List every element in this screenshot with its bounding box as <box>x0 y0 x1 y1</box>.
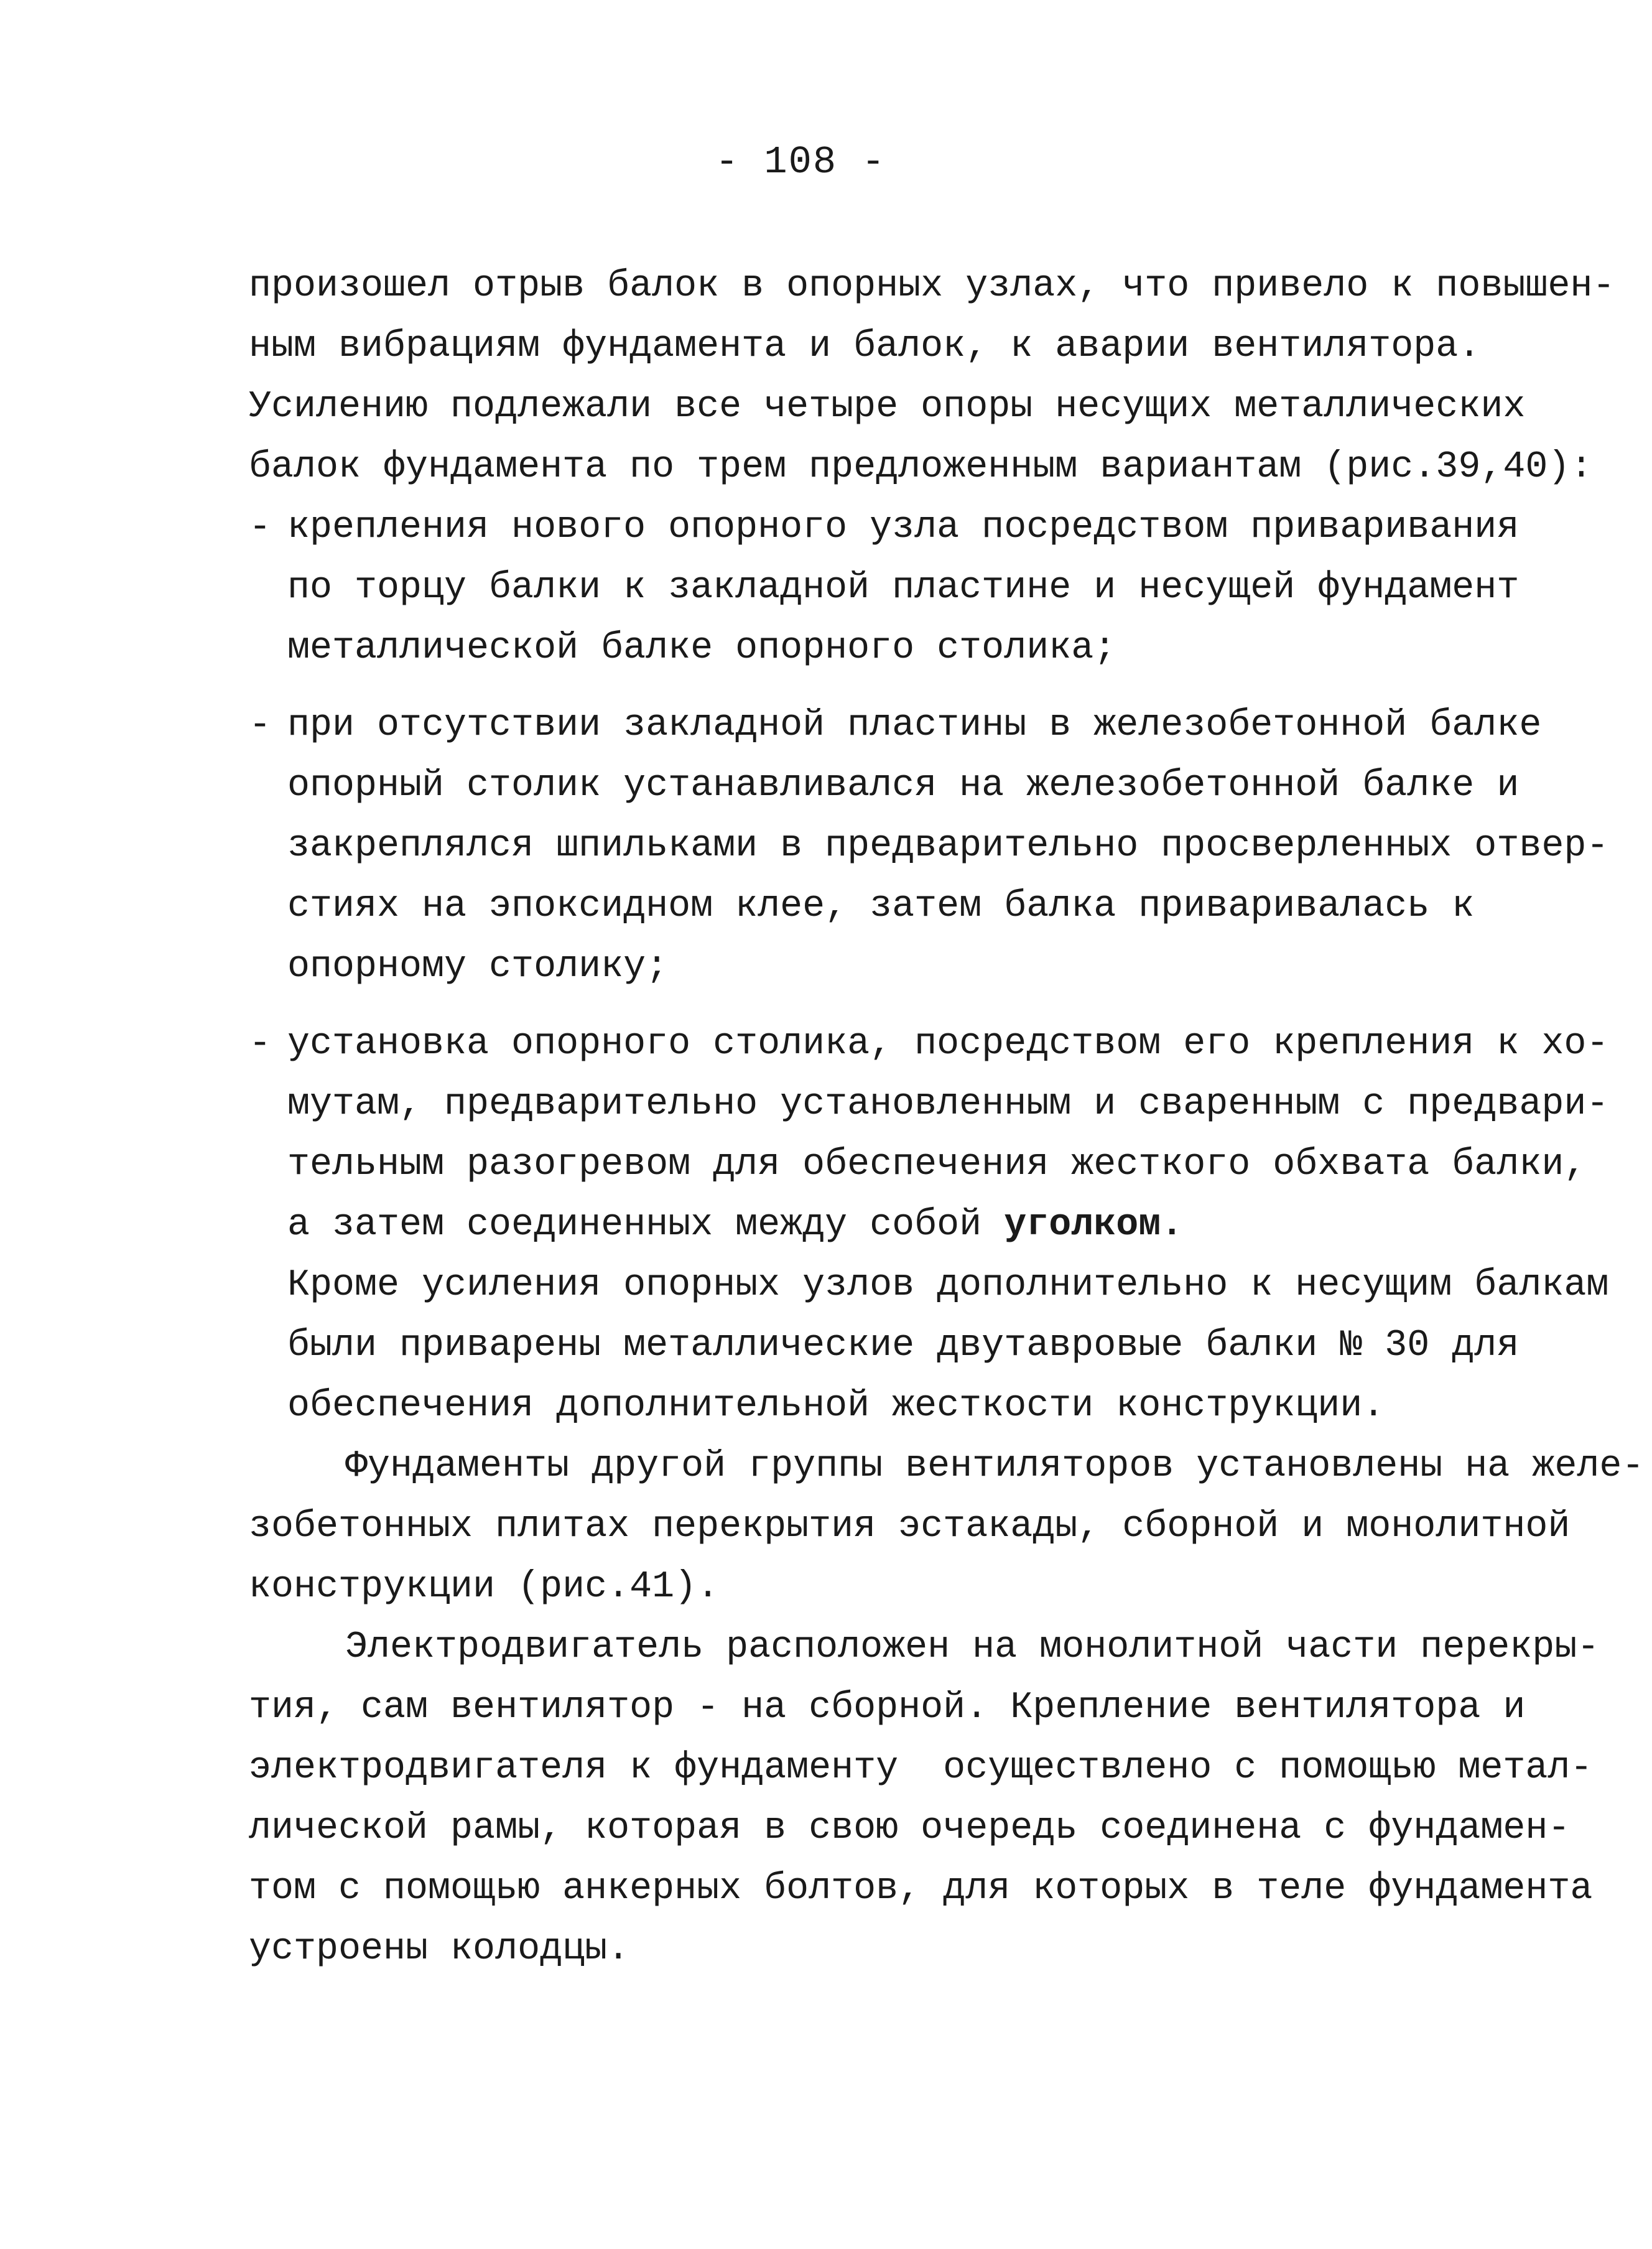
text-line: электродвигателя к фундаменту осуществлено с помощью метал- <box>249 1747 1593 1789</box>
list-item-text: обеспечения дополнительной жесткости конструкции. <box>287 1385 1385 1427</box>
text-line: балок фундамента по трем предложенным вариантам (рис.39,40): <box>249 446 1593 488</box>
text-line: лической рамы, которая в свою очередь соединена с фундамен- <box>249 1807 1571 1850</box>
list-item-text <box>287 1206 1183 1244</box>
text-line: Усилению подлежали все четыре опоры несущих металлических <box>249 386 1526 428</box>
list-item-text: опорный столик устанавливался на железобетонной балке и <box>287 765 1520 807</box>
list-item-text: стиях на эпоксидном клее, затем балка приваривалась к <box>287 885 1475 928</box>
text-line: зобетонных плитах перекрытия эстакады, сборной и монолитной <box>249 1506 1571 1548</box>
list-item-text: тельным разогревом для обеспечения жесткого обхвата балки, <box>287 1143 1587 1186</box>
list-item-text: закреплялся шпильками в предварительно просверленных отвер- <box>287 825 1609 867</box>
text-line: тия, сам вентилятор - на сборной. Крепление вентилятора и <box>249 1687 1526 1729</box>
list-dash: - <box>249 506 272 549</box>
page-number: - 108 - <box>715 140 886 184</box>
list-item-text: по торцу балки к закладной пластине и несущей фундамент <box>287 567 1520 609</box>
paragraph-first-line: Фундаменты другой группы вентиляторов установлены на желе- <box>345 1445 1645 1488</box>
list-item-text: Кроме усиления опорных узлов дополнительно к несущим балкам <box>287 1264 1609 1306</box>
text-line: устроены колодцы. <box>249 1928 630 1970</box>
list-item-text: установка опорного столика, посредством его крепления к хо- <box>287 1023 1609 1065</box>
list-item-text: крепления нового опорного узла посредством приваривания <box>287 506 1520 549</box>
text-fragment-bold: уголком. <box>1004 1204 1184 1246</box>
list-item-text: металлической балке опорного столика; <box>287 627 1116 669</box>
text-line: ным вибрациям фундамента и балок, к аварии вентилятора. <box>249 325 1481 368</box>
list-item-text: опорному столику; <box>287 946 669 988</box>
list-item-text: при отсутствии закладной пластины в железобетонной балке <box>287 704 1542 747</box>
list-dash: - <box>249 704 272 747</box>
list-item-text: мутам, предварительно установленным и сваренным с предвари- <box>287 1083 1609 1125</box>
text-fragment: а затем соединенных между собой <box>287 1204 1005 1246</box>
paragraph-first-line: Электродвигатель расположен на монолитной части перекры- <box>345 1626 1600 1669</box>
list-dash: - <box>249 1023 272 1065</box>
text-line: том с помощью анкерных болтов, для которых в теле фундамента <box>249 1868 1593 1910</box>
text-line: произошел отрыв балок в опорных узлах, что привело к повышен- <box>249 265 1615 307</box>
list-item-text: были приварены металлические двутавровые балки № 30 для <box>287 1325 1520 1367</box>
text-line: конструкции (рис.41). <box>249 1566 720 1608</box>
